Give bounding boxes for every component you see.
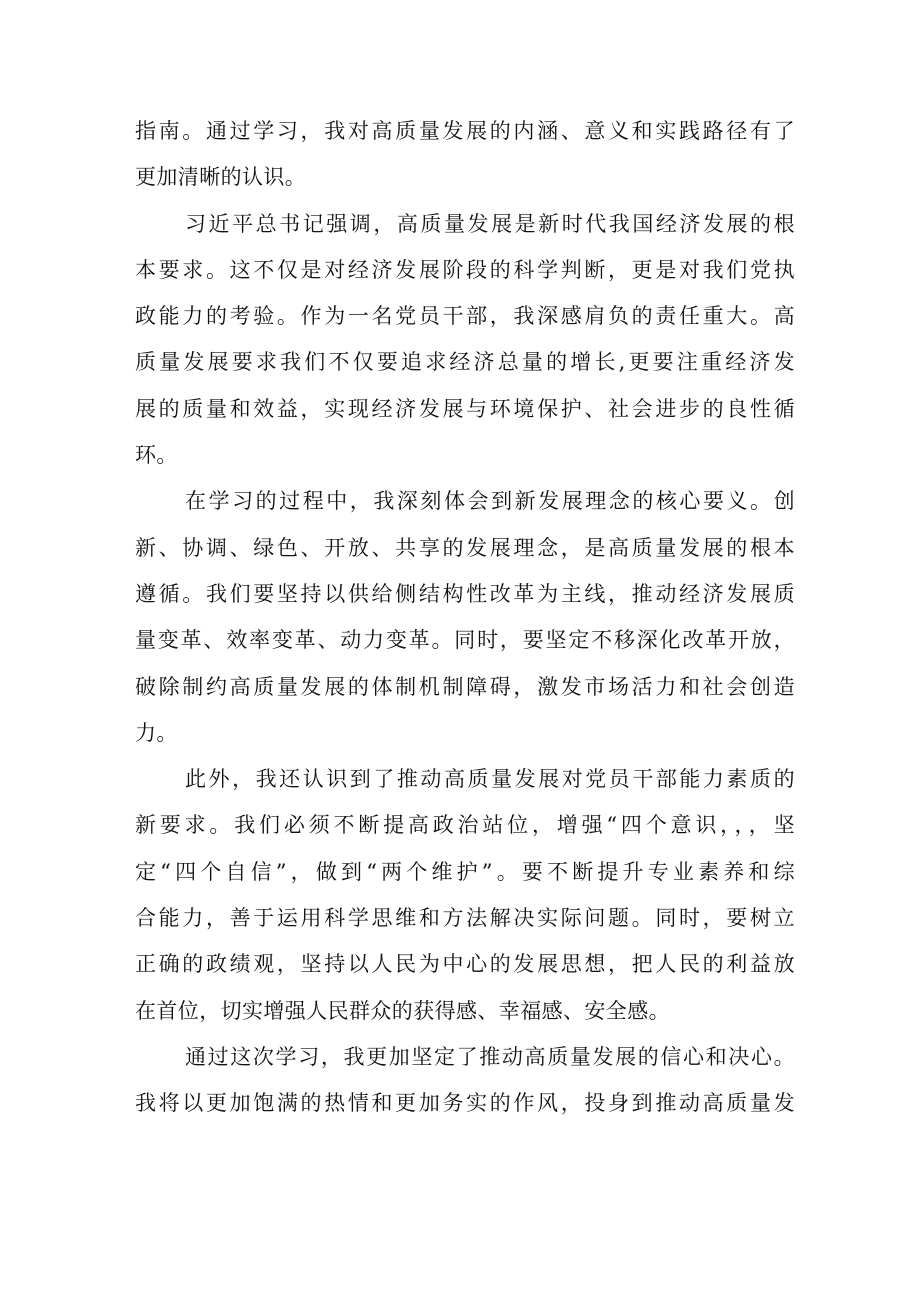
text-line: 更加清晰的认识。 <box>135 165 307 190</box>
text-line: 我将以更加饱满的热情和更加务实的作风，投身到推动高质量发 <box>135 1091 795 1116</box>
text-line: 质量发展要求我们不仅要追求经济总量的增长,更要注重经济发 <box>135 350 795 375</box>
text-line: 正确的政绩观，坚持以人民为中心的发展思想，把人民的利益放 <box>135 952 795 977</box>
text-line: 力。 <box>135 720 178 745</box>
text-line: 合能力，善于运用科学思维和方法解决实际问题。同时，要树立 <box>135 906 795 931</box>
text-line: 展的质量和效益，实现经济发展与环境保护、社会进步的良性循 <box>135 396 795 421</box>
text-line: 政能力的考验。作为一名党员干部，我深感肩负的责任重大。高 <box>135 304 795 329</box>
paragraph-first-line: 在学习的过程中，我深刻体会到新发展理念的核心要义。创 <box>185 489 795 514</box>
text-line: 指南。通过学习，我对高质量发展的内涵、意义和实践路径有了 <box>135 119 795 143</box>
text-line: 新要求。我们必须不断提高政治站位，增强“四个意识，，，坚 <box>135 813 795 838</box>
text-line: 在首位，切实增强人民群众的获得感、幸福感、安全感。 <box>135 998 670 1023</box>
text-line: 环。 <box>135 443 178 468</box>
paragraph-first-line: 此外，我还认识到了推动高质量发展对党员干部能力素质的 <box>185 767 795 792</box>
paragraph-first-line: 习近平总书记强调，高质量发展是新时代我国经济发展的根 <box>185 211 795 236</box>
text-line: 遵循。我们要坚持以供给侧结构性改革为主线，推动经济发展质 <box>135 581 795 606</box>
paragraph-first-line: 通过这次学习，我更加坚定了推动高质量发展的信心和决心。 <box>185 1044 795 1069</box>
text-line: 本要求。这不仅是对经济发展阶段的科学判断，更是对我们党执 <box>135 257 795 282</box>
text-line: 定“四个自信”，做到“两个维护”。要不断提升专业素养和综 <box>135 859 795 884</box>
text-line: 破除制约高质量发展的体制机制障碍，激发市场活力和社会创造 <box>135 674 795 699</box>
body-text <box>135 108 795 1127</box>
text-line: 量变革、效率变革、动力变革。同时，要坚定不移深化改革开放， <box>135 628 795 653</box>
text-line: 新、协调、绿色、开放、共享的发展理念，是高质量发展的根本 <box>135 535 795 560</box>
